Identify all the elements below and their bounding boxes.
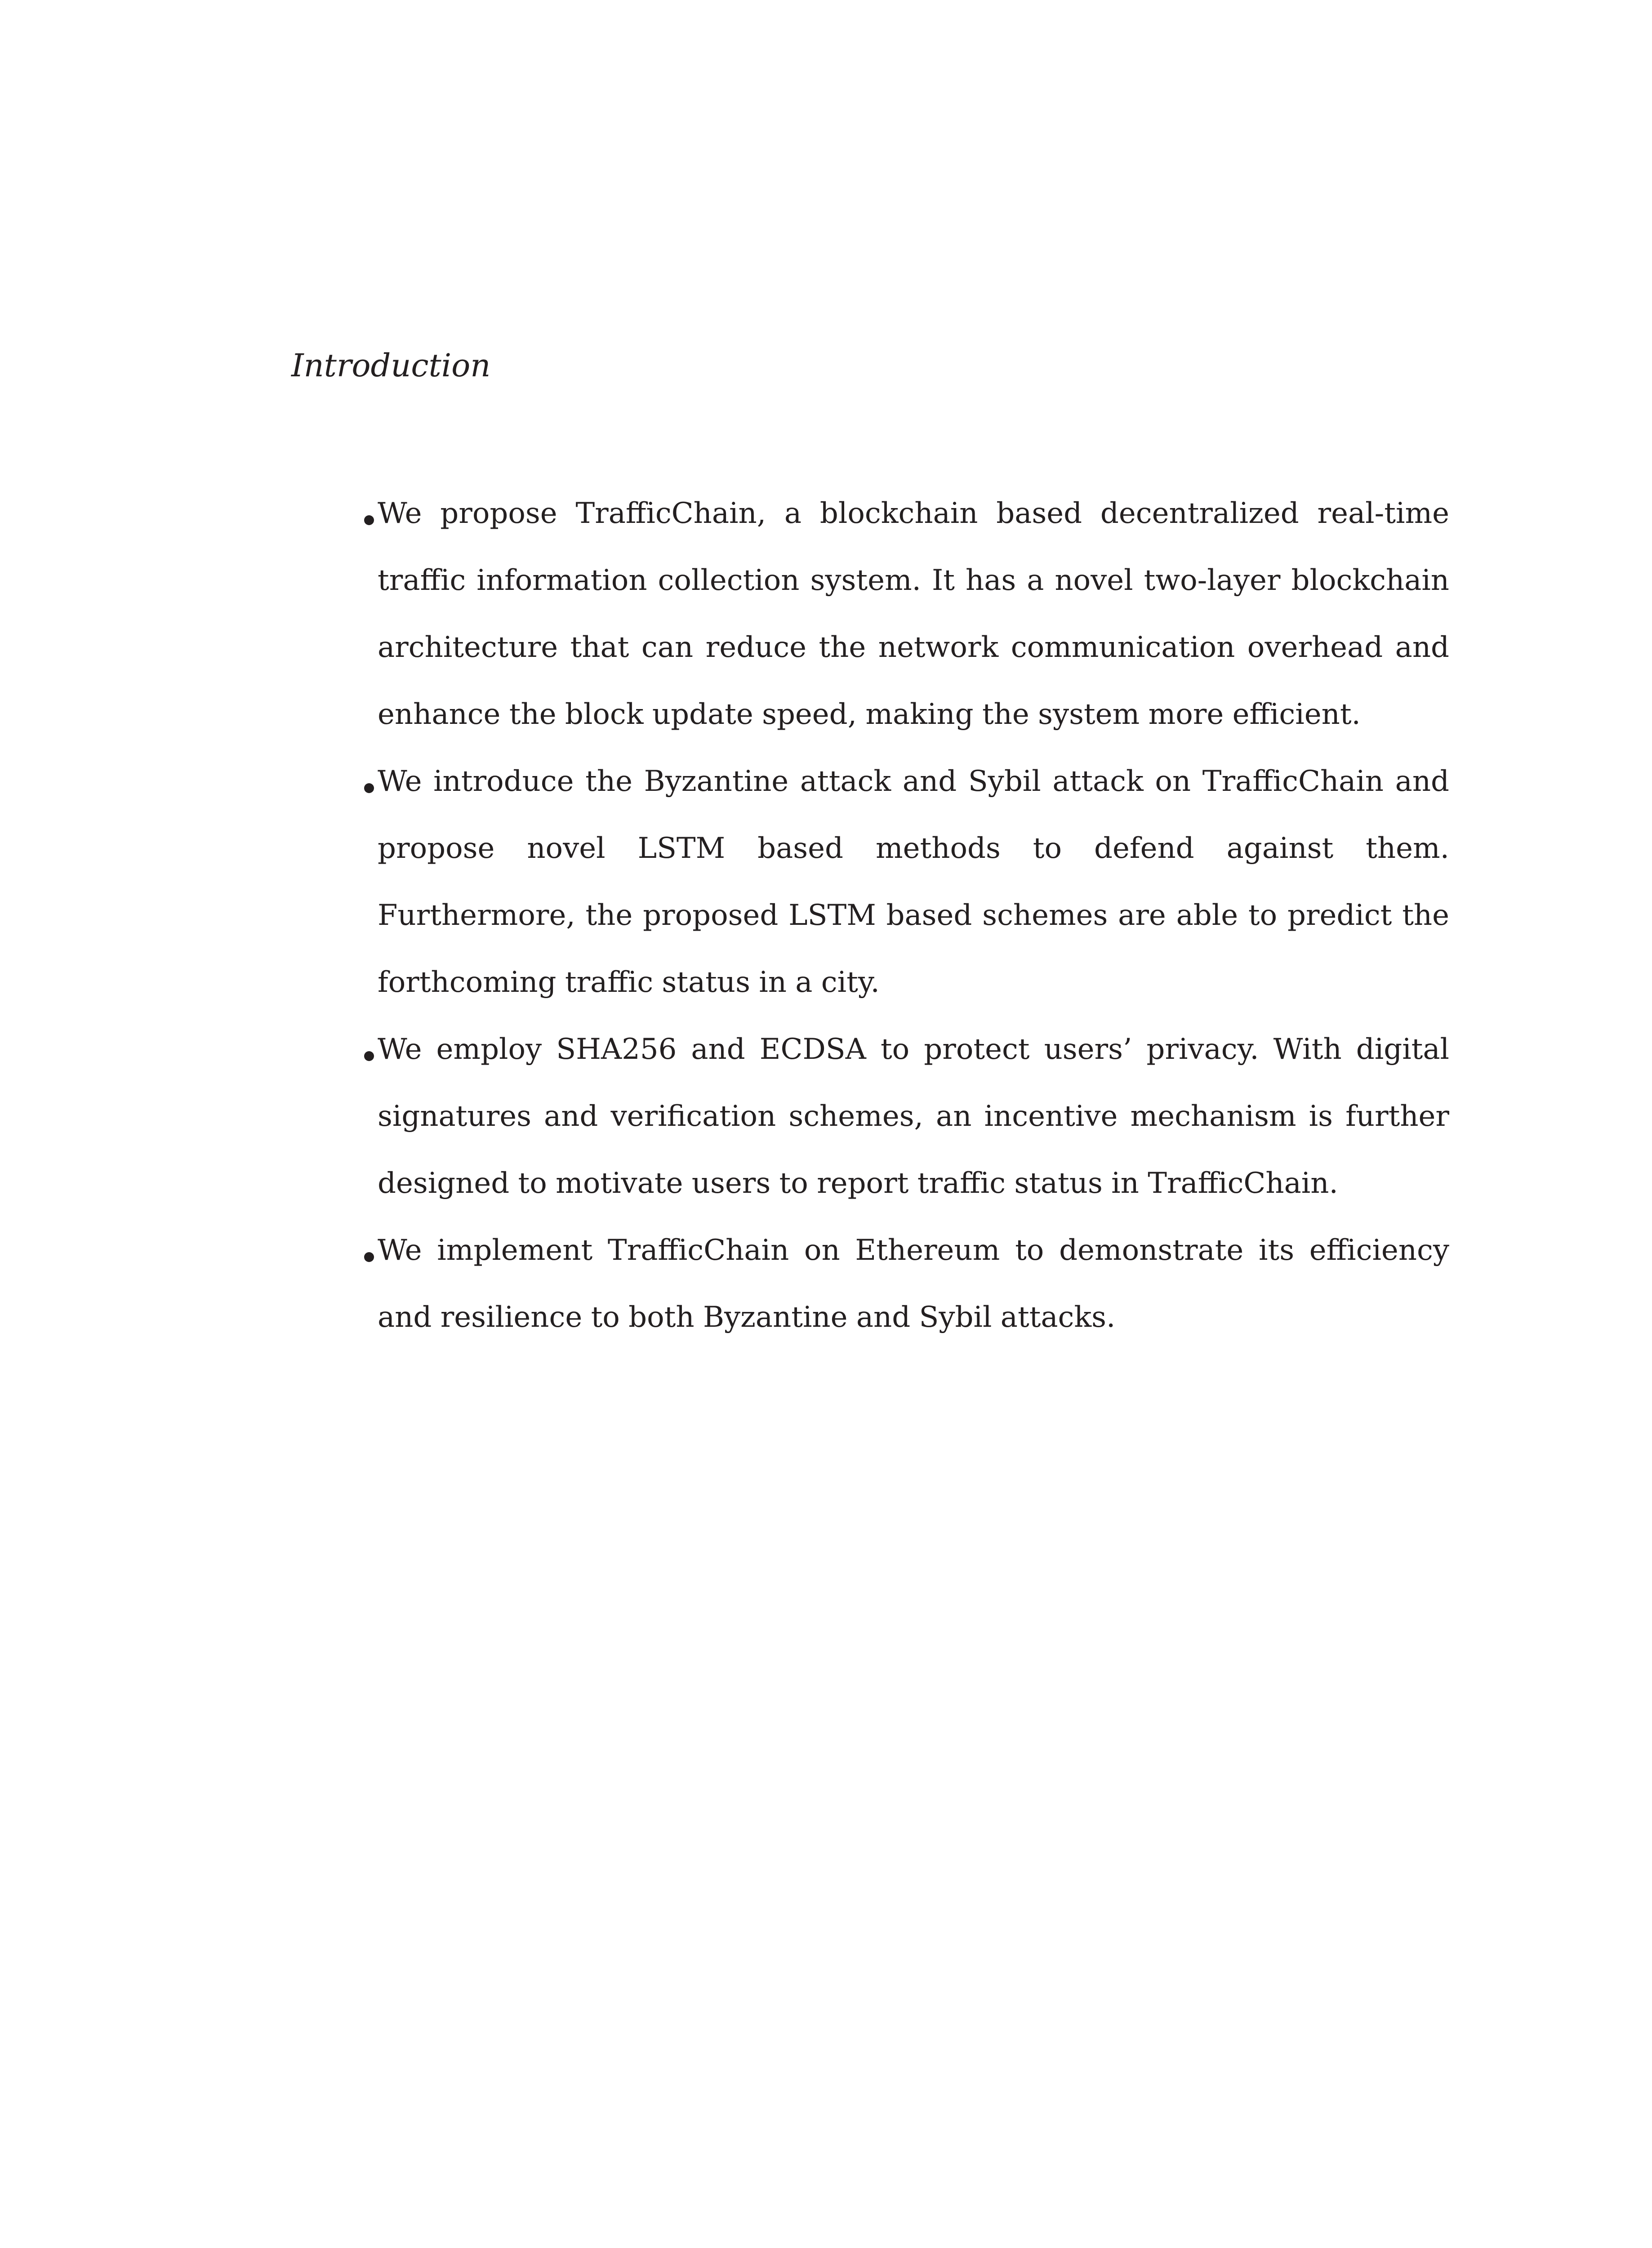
running-header-title: Introduction bbox=[291, 347, 491, 384]
list-item-text: We implement TrafficChain on Ethereum to demonstrate its efficiency and resilience to both Byzantine and Sybil attacks. bbox=[378, 1234, 1449, 1334]
bullet-icon bbox=[364, 1051, 374, 1061]
list-item-text: We propose TrafficChain, a blockchain based decentralized real-time traffic information collection system. It has a novel two-layer blockchain architecture that can reduce the network communication overhead and enhance the block update speed, making the system more efficient. bbox=[378, 497, 1449, 731]
list-item bbox=[378, 1016, 1449, 1217]
list-item bbox=[378, 748, 1449, 1016]
list-item bbox=[378, 480, 1449, 748]
bullet-icon bbox=[364, 1252, 374, 1262]
bullet-icon bbox=[364, 515, 374, 525]
contributions-list bbox=[378, 480, 1449, 1351]
list-item bbox=[378, 1217, 1449, 1351]
bullet-icon bbox=[364, 783, 374, 793]
list-item-text: We introduce the Byzantine attack and Sybil attack on TrafficChain and propose novel LSTM based methods to defend against them. Furthermore, the proposed LSTM based schemes are able to predict the forthcoming traffic status in a city. bbox=[378, 765, 1449, 999]
list-item-text: We employ SHA256 and ECDSA to protect users’ privacy. With digital signatures and verification schemes, an incentive mechanism is further designed to motivate users to report traffic status in TrafficChain. bbox=[378, 1033, 1449, 1200]
